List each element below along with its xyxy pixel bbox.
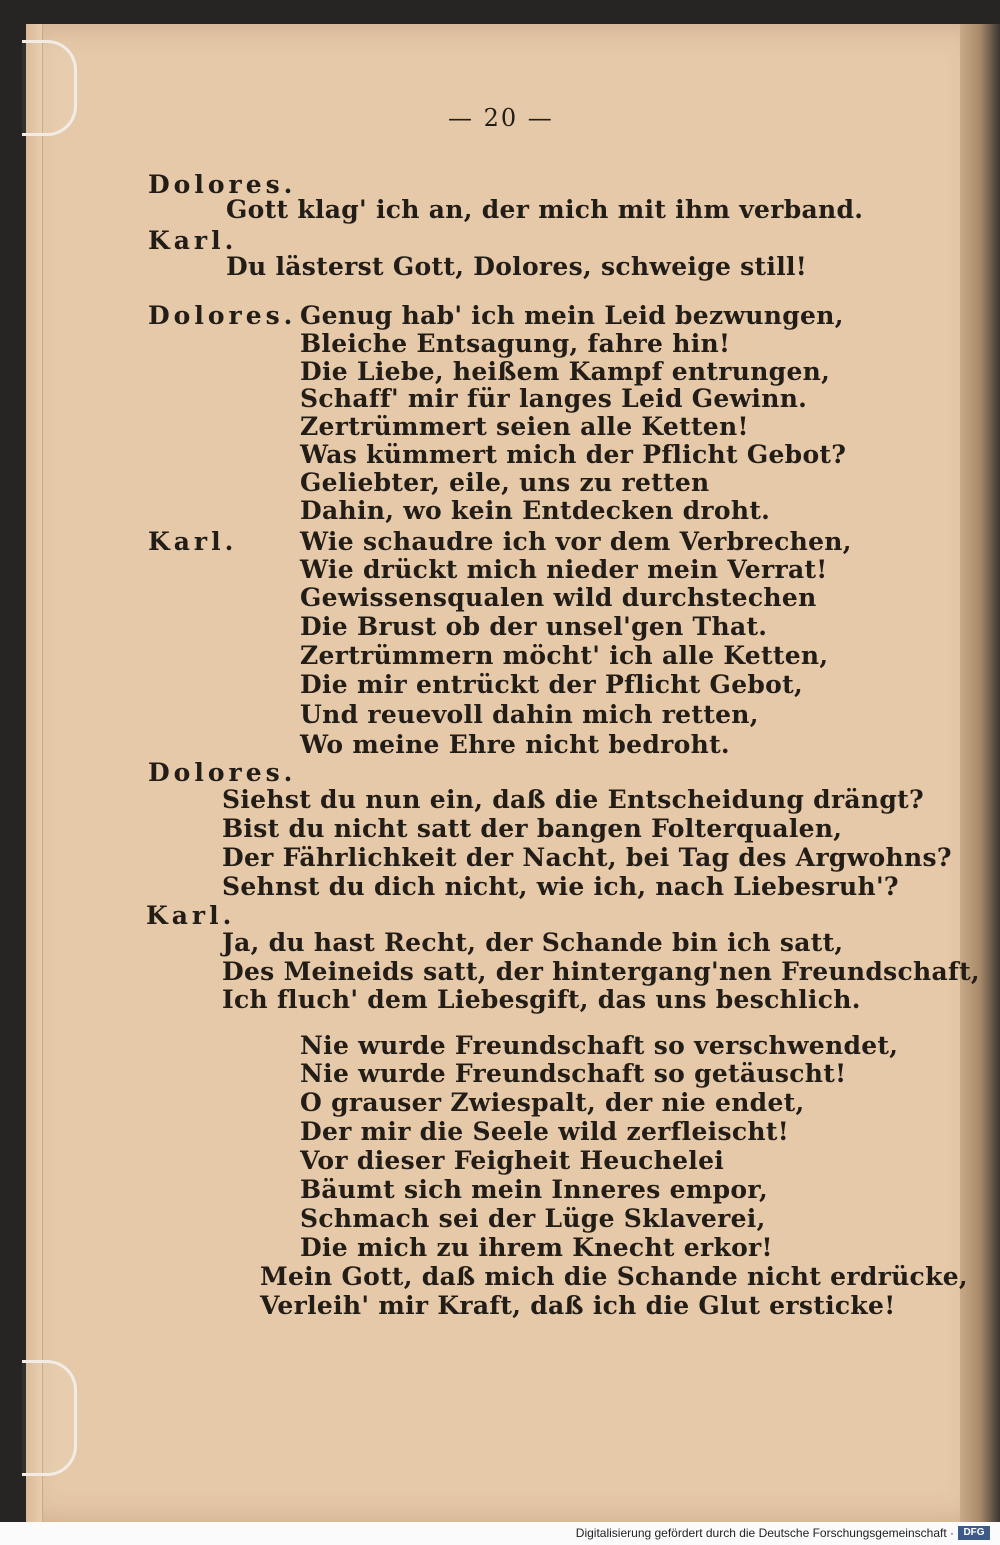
- verse-line: O grauser Zwiespalt, der nie endet,: [300, 1088, 805, 1117]
- verse-line: Was kümmert mich der Pflicht Gebot?: [300, 440, 847, 469]
- speaker-name: Dolores.: [148, 170, 297, 199]
- verse-line: Die mir entrückt der Pflicht Gebot,: [300, 670, 804, 699]
- verse-line: Du lästerst Gott, Dolores, schweige still!: [226, 252, 808, 281]
- speaker-name: Karl.: [146, 901, 236, 930]
- verse-line: Vor dieser Feigheit Heuchelei: [300, 1146, 725, 1175]
- dfg-logo-icon: DFG: [958, 1526, 990, 1540]
- verse-line: Die Brust ob der unsel'gen That.: [300, 612, 768, 641]
- verse-line: Siehst du nun ein, daß die Entscheidung drängt?: [222, 785, 924, 814]
- verse-line: Verleih' mir Kraft, daß ich die Glut ersticke!: [260, 1291, 896, 1320]
- verse-line: Schmach sei der Lüge Sklaverei,: [300, 1204, 766, 1233]
- verse-line: Wo meine Ehre nicht bedroht.: [300, 730, 730, 759]
- speaker-name: Karl.: [148, 527, 238, 556]
- page-number: — 20 —: [448, 104, 554, 132]
- verse-line: Bist du nicht satt der bangen Folterqualen,: [222, 814, 843, 843]
- verse-line: Der Fährlichkeit der Nacht, bei Tag des Argwohns?: [222, 843, 952, 872]
- footer-credit: Digitalisierung gefördert durch die Deutsche Forschungsgemeinschaft ·: [575, 1526, 954, 1540]
- page-clip-top: [22, 40, 77, 136]
- verse-line: Ich fluch' dem Liebesgift, das uns beschlich.: [222, 985, 861, 1014]
- speaker-name: Dolores.: [148, 301, 297, 330]
- verse-line: Der mir die Seele wild zerfleischt!: [300, 1117, 789, 1146]
- verse-line: Zertrümmern möcht' ich alle Ketten,: [300, 641, 829, 670]
- verse-line: Genug hab' ich mein Leid bezwungen,: [300, 301, 844, 330]
- verse-line: Gewissensqualen wild durchstechen: [300, 583, 817, 612]
- speaker-name: Karl.: [148, 226, 238, 255]
- verse-line: Die mich zu ihrem Knecht erkor!: [300, 1233, 773, 1262]
- verse-line: Des Meineids satt, der hintergang'nen Freundschaft,: [222, 957, 980, 986]
- verse-line: Und reuevoll dahin mich retten,: [300, 700, 759, 729]
- verse-line: Nie wurde Freundschaft so verschwendet,: [300, 1031, 899, 1060]
- speaker-name: Dolores.: [148, 758, 297, 787]
- verse-line: Schaff' mir für langes Leid Gewinn.: [300, 384, 808, 413]
- verse-line: Geliebter, eile, uns zu retten: [300, 468, 710, 497]
- book-spine: [960, 24, 1000, 1522]
- verse-line: Wie schaudre ich vor dem Verbrechen,: [300, 527, 852, 556]
- verse-line: Ja, du hast Recht, der Schande bin ich satt,: [222, 928, 844, 957]
- verse-line: Wie drückt mich nieder mein Verrat!: [300, 555, 828, 584]
- verse-line: Sehnst du dich nicht, wie ich, nach Liebesruh'?: [222, 872, 899, 901]
- verse-line: Nie wurde Freundschaft so getäuscht!: [300, 1059, 847, 1088]
- page-stack-edge: [26, 24, 43, 1522]
- verse-line: Dahin, wo kein Entdecken droht.: [300, 496, 771, 525]
- verse-line: Zertrümmert seien alle Ketten!: [300, 412, 749, 441]
- verse-line: Gott klag' ich an, der mich mit ihm verband.: [226, 195, 864, 224]
- verse-line: Bäumt sich mein Inneres empor,: [300, 1175, 768, 1204]
- verse-line: Mein Gott, daß mich die Schande nicht erdrücke,: [260, 1262, 968, 1291]
- footer-bar: [0, 1522, 1000, 1545]
- verse-line: Die Liebe, heißem Kampf entrungen,: [300, 357, 831, 386]
- page-clip-bottom: [22, 1360, 77, 1476]
- verse-line: Bleiche Entsagung, fahre hin!: [300, 329, 731, 358]
